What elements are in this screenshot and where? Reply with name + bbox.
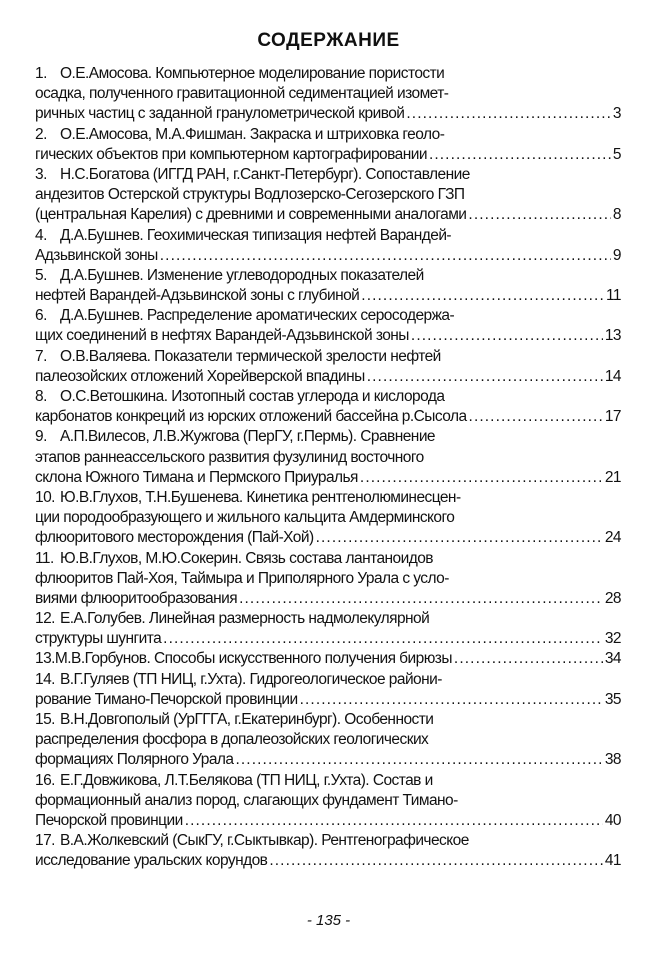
toc-entry [35, 670, 621, 710]
toc-entry-line [35, 609, 621, 629]
toc-entry [35, 771, 621, 832]
dot-leader [469, 407, 603, 427]
toc-entry [35, 306, 621, 346]
toc-entry-text: ричных частиц с заданной гранулометрической кривой [35, 105, 405, 123]
toc-entry-page: 24 [604, 529, 621, 547]
toc-entry-line [35, 125, 621, 145]
toc-entry-line [35, 851, 621, 871]
toc-entry-page: 21 [604, 468, 621, 486]
toc-entry-text: нефтей Варандей-Адзьвинской зоны с глубиной [35, 287, 360, 305]
toc-entry-line [35, 407, 621, 427]
toc-entry-number: 16. [35, 771, 55, 789]
toc-entry-line [35, 387, 621, 407]
toc-entry-line [35, 468, 621, 488]
dot-leader [406, 104, 611, 124]
toc-entry-text: О.В.Валяева. Показатели термической зрелости нефтей [60, 347, 441, 365]
toc-entry-line [35, 811, 621, 831]
toc-entry-text: ции породообразующего и жильного кальцита Амдерминского [35, 509, 455, 527]
toc-entry-line [35, 629, 621, 649]
toc-entry-line [35, 710, 621, 730]
dot-leader [269, 851, 603, 871]
toc-entry-text: Ю.В.Глухов, М.Ю.Сокерин. Связь состава лантаноидов [60, 549, 433, 567]
toc-entry-line [35, 226, 621, 246]
dot-leader [163, 629, 603, 649]
toc-entry-number: 14. [35, 670, 55, 688]
toc-entry-line [35, 266, 621, 286]
toc-entry-text: Д.А.Бушнев. Изменение углеводородных показателей [60, 266, 424, 284]
toc-entry [35, 549, 621, 610]
dot-leader [300, 690, 603, 710]
dot-leader [411, 326, 603, 346]
toc-entry-line [35, 508, 621, 528]
toc-entry-text: М.В.Горбунов. Способы искусственного получения бирюзы [54, 650, 452, 668]
toc-entry-line [35, 448, 621, 468]
toc-entry-page: 34 [604, 650, 621, 668]
toc-entry-text: андезитов Остерской структуры Водлозерско-Сегозерского ГЗП [35, 186, 465, 204]
toc-entry [35, 347, 621, 387]
toc-entry-number: 1. [35, 65, 47, 82]
toc-entry [35, 266, 621, 306]
toc-entry-line [35, 750, 621, 770]
toc-entry-page: 11 [606, 287, 621, 305]
toc-entry-line [35, 104, 621, 124]
toc-entry-text: В.А.Жолкевский (СыкГУ, г.Сыктывкар). Рентгенографическое [60, 832, 469, 850]
toc-entry-number: 10. [35, 488, 55, 506]
toc-entry-line [35, 488, 621, 508]
toc-entry-text: гических объектов при компьютерном картографировании [35, 145, 427, 163]
toc-entry [35, 649, 621, 669]
toc-entry-number: 6. [35, 307, 47, 325]
toc-entry-number: 4. [35, 226, 47, 244]
toc-entry-text: Д.А.Бушнев. Распределение ароматических серосодержа- [60, 307, 455, 325]
toc-entry-number: 13. [35, 650, 55, 668]
dot-leader [454, 649, 603, 669]
toc-entry [35, 609, 621, 649]
toc-entry-line [35, 205, 621, 225]
toc-entry-number: 9. [35, 428, 47, 446]
toc-entry-number: 12. [35, 610, 55, 628]
dot-leader [235, 750, 602, 770]
toc-entry-number: 7. [35, 347, 47, 365]
toc-entry-text: щих соединений в нефтях Варандей-Адзьвинской зоны [35, 327, 409, 345]
toc-entry [35, 387, 621, 427]
toc-entry-line [35, 84, 621, 104]
toc-entry [35, 831, 621, 871]
toc-entry-text: Е.А.Голубев. Линейная размерность надмолекулярной [60, 610, 430, 628]
toc-entry-text: Ю.В.Глухов, Т.Н.Бушенева. Кинетика рентгенолюминесцен- [60, 488, 461, 506]
table-of-contents [35, 64, 621, 872]
toc-entry-text: флюоритов Пай-Хоя, Таймыра и Приполярного Урала с усло- [35, 569, 449, 587]
toc-entry-line [35, 246, 621, 266]
toc-entry-page: 13 [604, 327, 621, 345]
toc-entry-line [35, 771, 621, 791]
page-number: - 135 - [306, 912, 351, 929]
toc-entry-text: Адзьвинской зоны [35, 246, 158, 264]
toc-entry-number: 17. [35, 832, 55, 850]
toc-entry-page: 32 [604, 630, 621, 648]
toc-entry-page: 3 [612, 105, 621, 123]
toc-entry [35, 427, 621, 488]
toc-entry-text: В.Г.Гуляев (ТП НИЦ, г.Ухта). Гидрогеологическое райони- [60, 670, 442, 688]
toc-entry-text: формациях Полярного Урала [35, 751, 234, 769]
toc-entry-number: 2. [35, 125, 47, 143]
toc-entry-line [35, 569, 621, 589]
toc-entry-text: Е.Г.Довжикова, Л.Т.Белякова (ТП НИЦ, г.Ухта). Состав и [60, 771, 433, 789]
toc-entry-text: О.Е.Амосова. Компьютерное моделирование пористости [60, 65, 445, 82]
toc-entry-text: А.П.Вилесов, Л.В.Жужгова (ПерГУ, г.Пермь). Сравнение [60, 428, 435, 446]
toc-entry [35, 488, 621, 549]
toc-entry-line [35, 549, 621, 569]
toc-entry-text: (центральная Карелия) с древними и современными аналогами [35, 206, 467, 224]
toc-entry-text: В.Н.Довгополый (УрГГГА, г.Екатеринбург). Особенности [60, 711, 434, 728]
toc-entry-text: О.С.Ветошкина. Изотопный состав углерода и кислорода [60, 388, 445, 405]
toc-entry-line [35, 831, 621, 851]
toc-entry-page: 8 [612, 206, 621, 224]
toc-entry [35, 165, 621, 226]
toc-entry-text: осадка, полученного гравитационной седиментацией изомет- [35, 85, 449, 103]
toc-entry-page: 9 [612, 246, 621, 264]
toc-entry-line [35, 791, 621, 811]
toc-entry-text: распределения фосфора в допалеозойских геологических [35, 731, 429, 749]
toc-entry-line [35, 64, 621, 84]
toc-entry-text: склона Южного Тимана и Пермского Приуралья [35, 468, 358, 486]
toc-entry-line [35, 367, 621, 387]
toc-entry-line [35, 326, 621, 346]
toc-entry-page: 5 [612, 145, 621, 163]
toc-entry-text: этапов раннеассельского развития фузулинид восточного [35, 448, 424, 466]
toc-entry-line [35, 347, 621, 367]
toc-entry-page: 35 [604, 690, 621, 708]
toc-entry-text: флюоритового месторождения (Пай-Хой) [35, 529, 314, 547]
dot-leader [316, 528, 603, 548]
toc-entry-line [35, 185, 621, 205]
toc-entry-text: Н.С.Богатова (ИГГД РАН, г.Санкт-Петербург). Сопоставление [60, 165, 470, 183]
toc-entry-line [35, 286, 621, 306]
toc-entry-line [35, 649, 621, 669]
toc-entry [35, 125, 621, 165]
dot-leader [361, 286, 604, 306]
toc-entry-text: карбонатов конкреций из юрских отложений бассейна р.Сысола [35, 408, 467, 426]
toc-entry-text: О.Е.Амосова, М.А.Фишман. Закраска и штриховка геоло- [60, 125, 445, 143]
toc-entry [35, 226, 621, 266]
toc-entry-line [35, 589, 621, 609]
dot-leader [429, 145, 611, 165]
toc-entry-text: виями флюоритообразования [35, 589, 238, 607]
toc-entry-page: 41 [604, 852, 621, 870]
toc-entry [35, 710, 621, 771]
toc-entry-line [35, 165, 621, 185]
dot-leader [367, 367, 603, 387]
toc-entry-line [35, 528, 621, 548]
dot-leader [239, 589, 603, 609]
dot-leader [468, 205, 611, 225]
toc-entry-line [35, 306, 621, 326]
toc-entry-line [35, 730, 621, 750]
toc-entry-page: 14 [604, 367, 621, 385]
dot-leader [185, 811, 603, 831]
toc-entry-text: формационный анализ пород, слагающих фундамент Тимано- [35, 791, 458, 809]
page-title: СОДЕРЖАНИЕ [257, 30, 400, 51]
toc-entry-page: 40 [604, 811, 621, 829]
toc-entry-line [35, 427, 621, 447]
toc-entry-number: 11. [35, 549, 54, 567]
toc-entry-number: 3. [35, 165, 47, 183]
toc-entry-page: 28 [604, 589, 621, 607]
toc-entry-text: рование Тимано-Печорской провинции [35, 690, 298, 708]
toc-entry-number: 15. [35, 711, 55, 728]
dot-leader [160, 246, 611, 266]
toc-entry-text: Печорской провинции [35, 811, 183, 829]
toc-entry-line [35, 670, 621, 690]
toc-entry-line [35, 690, 621, 710]
toc-entry-page: 38 [604, 751, 621, 769]
toc-entry [35, 64, 621, 125]
dot-leader [360, 468, 603, 488]
toc-entry-page: 17 [604, 408, 621, 426]
toc-entry-number: 5. [35, 266, 47, 284]
toc-entry-text: структуры шунгита [35, 630, 162, 648]
toc-entry-line [35, 145, 621, 165]
toc-entry-text: исследование уральских корундов [35, 852, 268, 870]
toc-entry-text: Д.А.Бушнев. Геохимическая типизация нефтей Варандей- [60, 226, 452, 244]
toc-entry-number: 8. [35, 388, 47, 405]
toc-entry-text: палеозойских отложений Хорейверской впадины [35, 367, 365, 385]
